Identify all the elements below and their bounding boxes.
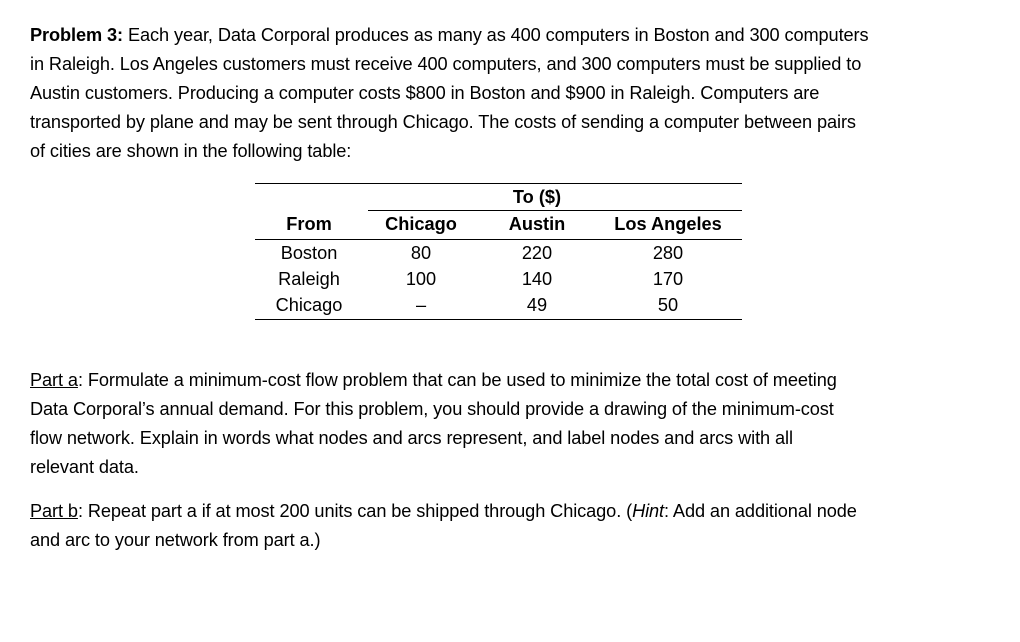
table-bottom-rule: [255, 319, 742, 320]
row-chicago-from: Chicago: [275, 295, 343, 315]
problem-line-1-text: Each year, Data Corporal produces as many as 400 computers in Boston and 300 computers: [123, 25, 869, 45]
row-boston-chicago: 80: [410, 243, 432, 263]
part-b-label: Part b: [30, 501, 78, 521]
row-raleigh-chicago: 100: [405, 269, 437, 289]
cost-table: [255, 182, 742, 322]
table-top-rule: [255, 183, 742, 184]
row-chicago-los-angeles: 50: [657, 295, 679, 315]
problem-statement: [30, 21, 990, 166]
problem-line-5: of cities are shown in the following table:: [30, 141, 352, 161]
problem-line-4: transported by plane and may be sent through Chicago. The costs of sending a computer between pairs: [30, 112, 856, 132]
part-a-label: Part a: [30, 370, 78, 390]
part-b-line-2: and arc to your network from part a.): [30, 530, 321, 550]
part-b-line-1: [30, 497, 990, 526]
row-raleigh-from: Raleigh: [278, 269, 340, 289]
column-header-los-angeles: Los Angeles: [614, 214, 722, 234]
column-header-from: From: [286, 214, 332, 234]
part-a-line-3: flow network. Explain in words what nodes and arcs represent, and label nodes and arcs with all: [30, 428, 793, 448]
hint-label: Hint: [632, 501, 665, 521]
part-b-text-after-hint: : Add an additional node: [664, 501, 857, 521]
table-to-rule: [368, 210, 742, 211]
problem-line-1: [30, 21, 990, 50]
part-a-line-1-text: : Formulate a minimum-cost flow problem that can be used to minimize the total cost of meeting: [77, 370, 837, 390]
row-boston-los-angeles: 280: [652, 243, 684, 263]
column-header-austin: Austin: [508, 214, 566, 234]
row-chicago-chicago: –: [415, 295, 427, 315]
to-header: To ($): [512, 187, 562, 207]
part-a-line-2: Data Corporal’s annual demand. For this problem, you should provide a drawing of the minimum-cost: [30, 399, 834, 419]
row-chicago-austin: 49: [526, 295, 548, 315]
row-boston-austin: 220: [521, 243, 553, 263]
part-b-paragraph: [30, 497, 990, 555]
row-boston-from: Boston: [280, 243, 338, 263]
part-b-text-before-hint: : Repeat part a if at most 200 units can be shipped through Chicago. (: [77, 501, 633, 521]
column-header-chicago: Chicago: [385, 214, 457, 234]
problem-line-3: Austin customers. Producing a computer costs $800 in Boston and $900 in Raleigh. Computers are: [30, 83, 820, 103]
part-a-line-4: relevant data.: [30, 457, 139, 477]
problem-label: Problem 3:: [30, 25, 123, 45]
part-a-paragraph: [30, 366, 990, 482]
row-raleigh-los-angeles: 170: [652, 269, 684, 289]
problem-line-2: in Raleigh. Los Angeles customers must receive 400 computers, and 300 computers must be supplied to: [30, 54, 862, 74]
row-raleigh-austin: 140: [521, 269, 553, 289]
table-header-rule: [255, 239, 742, 240]
part-a-line-1: [30, 366, 990, 395]
